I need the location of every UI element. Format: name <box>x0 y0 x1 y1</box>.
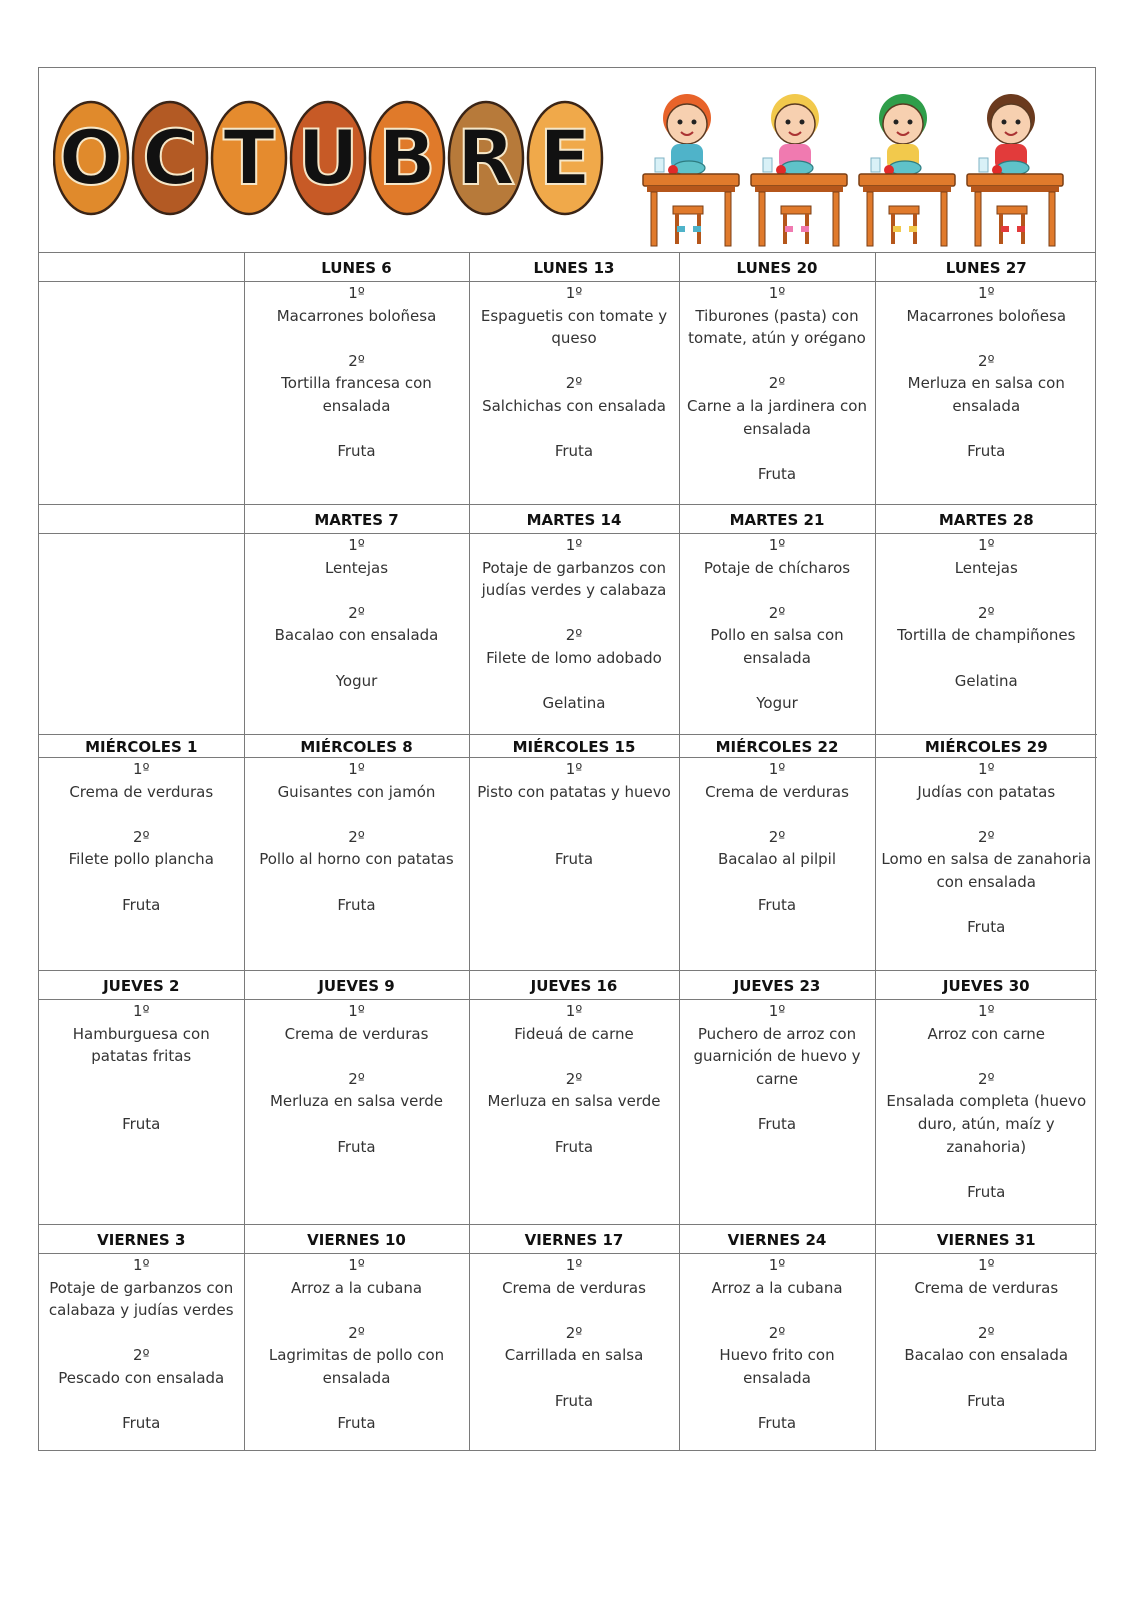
menu-line <box>474 1367 675 1390</box>
second-course-label: 2º <box>348 351 365 370</box>
menu-line <box>249 871 465 894</box>
menu-cell <box>679 1000 875 1225</box>
second-course-label: 2º <box>348 827 365 846</box>
desk-front <box>971 186 1059 192</box>
menu-line: Fruta <box>554 442 594 461</box>
first-course-label: 1º <box>348 1002 365 1020</box>
menu-line: Crema de verduras <box>705 782 849 801</box>
kid-eye <box>786 120 791 125</box>
day-header: VIERNES 10 <box>244 1225 469 1254</box>
menu-cell <box>875 1000 1097 1225</box>
menu-line: Fruta <box>122 895 161 914</box>
menu-line: Fruta <box>757 1114 797 1133</box>
first-course-label: 1º <box>132 760 150 778</box>
second-course-label: 2º <box>132 827 150 846</box>
menu-row <box>39 1254 1097 1451</box>
menu-line: Ensalada completa (huevo duro, atún, maíz y zanahoria) <box>886 1092 1087 1156</box>
menu-line: Hamburguesa con patatas fritas <box>72 1024 210 1066</box>
first-course-label: 1º <box>132 1002 150 1020</box>
desk-top <box>859 174 955 186</box>
menu-line: Merluza en salsa verde <box>487 1092 661 1111</box>
chair-seat <box>781 206 811 214</box>
kid-eye <box>692 120 697 125</box>
menu-cell <box>39 758 244 971</box>
menu-line: Gelatina <box>954 671 1018 690</box>
chair-seat <box>673 206 703 214</box>
menu-line: Carne a la jardinera con ensalada <box>687 396 867 438</box>
first-course-label: 1º <box>348 536 365 554</box>
kid-eye <box>800 120 805 125</box>
menu-line <box>249 1390 465 1413</box>
menu-cell <box>469 534 679 735</box>
menu-line: Carrillada en salsa <box>504 1346 644 1365</box>
menu-line: Fruta <box>337 895 376 914</box>
menu-line <box>249 1113 465 1136</box>
menu-line <box>684 350 871 373</box>
desk-leg <box>725 192 731 246</box>
menu-line: Puchero de arroz con guarnición de huevo y carne <box>693 1024 861 1088</box>
first-course-label: 1º <box>565 284 583 302</box>
day-header: JUEVES 9 <box>244 971 469 1000</box>
menu-line: Fruta <box>967 442 1006 461</box>
menu-line: Crema de verduras <box>284 1024 429 1043</box>
menu-line: Fruta <box>337 1137 376 1156</box>
menu-line: Pollo al horno con patatas <box>259 850 454 869</box>
first-course-label: 1º <box>977 1002 995 1020</box>
menu-line: Merluza en salsa verde <box>269 1092 444 1111</box>
first-course-label: 1º <box>977 284 995 302</box>
title-letter: R <box>456 113 516 202</box>
kid-eye <box>1002 120 1007 125</box>
day-header: MIÉRCOLES 8 <box>244 735 469 758</box>
second-course-label: 2º <box>348 603 365 622</box>
menu-cell <box>244 282 469 505</box>
day-header: MARTES 28 <box>875 505 1097 534</box>
menu-cell <box>679 282 875 505</box>
first-course-label: 1º <box>768 1002 786 1020</box>
menu-line: Fruta <box>757 464 797 483</box>
menu-line: Yogur <box>756 694 798 713</box>
day-header: MARTES 7 <box>244 505 469 534</box>
menu-line <box>684 579 871 602</box>
menu-line <box>249 1045 465 1068</box>
desk-top <box>967 174 1063 186</box>
desk-leg <box>975 192 981 246</box>
desk-leg <box>833 192 839 246</box>
kid-shoe <box>1001 226 1009 232</box>
desk-leg <box>867 192 873 246</box>
second-course-label: 2º <box>977 351 995 370</box>
menu-line: Fruta <box>554 1391 594 1410</box>
menu-sheet <box>38 67 1096 1451</box>
kid-eye <box>678 120 683 125</box>
menu-cell <box>679 758 875 971</box>
kid-face <box>883 104 923 144</box>
menu-cell <box>875 1254 1097 1451</box>
menu-cell <box>469 758 679 971</box>
kid-shoe <box>801 226 809 232</box>
kid-shoe <box>893 226 901 232</box>
menu-line <box>880 327 1094 350</box>
menu-line: Macarrones boloñesa <box>276 306 437 325</box>
glass-icon <box>763 158 772 172</box>
desk-front <box>647 186 735 192</box>
day-header: VIERNES 31 <box>875 1225 1097 1254</box>
menu-line: Fruta <box>337 442 376 461</box>
bowl-icon <box>997 161 1029 175</box>
day-header: VIERNES 24 <box>679 1225 875 1254</box>
first-course-label: 1º <box>132 1256 150 1274</box>
menu-line <box>249 647 465 670</box>
glass-icon <box>871 158 880 172</box>
kid-face <box>991 104 1031 144</box>
first-course-label: 1º <box>348 1256 365 1274</box>
menu-line: Espaguetis con tomate y queso <box>480 306 668 348</box>
day-header: JUEVES 2 <box>39 971 244 1000</box>
menu-cell <box>244 1254 469 1451</box>
menu-line <box>684 670 871 693</box>
title-letter: E <box>539 113 591 202</box>
menu-line <box>249 1299 465 1322</box>
menu-cell <box>679 1254 875 1451</box>
menu-line: Fruta <box>967 1182 1006 1201</box>
menu-line <box>474 418 675 441</box>
menu-line: Lagrimitas de pollo con ensalada <box>268 1346 445 1387</box>
second-course-label: 2º <box>768 603 786 622</box>
menu-line <box>249 327 465 350</box>
title-letter: U <box>297 113 359 202</box>
day-header: MIÉRCOLES 1 <box>39 735 244 758</box>
menu-line <box>474 1045 675 1068</box>
desk-leg <box>759 192 765 246</box>
desk-leg <box>1049 192 1055 246</box>
first-course-label: 1º <box>348 760 365 778</box>
menu-line: Filete de lomo adobado <box>486 648 662 667</box>
menu-cell <box>39 1254 244 1451</box>
kid-face <box>667 104 707 144</box>
menu-cell <box>244 758 469 971</box>
desk-leg <box>941 192 947 246</box>
menu-row <box>39 758 1097 971</box>
day-header: LUNES 27 <box>875 253 1097 282</box>
menu-cell <box>469 1000 679 1225</box>
menu-line: Pollo en salsa con ensalada <box>710 626 844 667</box>
kid-face <box>775 104 815 144</box>
day-header: VIERNES 3 <box>39 1225 244 1254</box>
menu-line <box>43 1068 240 1091</box>
menu-line <box>684 871 871 894</box>
title-letter: O <box>58 113 124 202</box>
second-course-label: 2º <box>565 1323 583 1342</box>
menu-line: Merluza en salsa con ensalada <box>907 374 1065 415</box>
menu-line <box>474 826 675 849</box>
day-header: LUNES 13 <box>469 253 679 282</box>
banner <box>39 68 1095 253</box>
first-course-label: 1º <box>565 1256 583 1274</box>
menu-line <box>474 350 675 373</box>
menu-line <box>880 1299 1094 1322</box>
bowl-icon <box>673 161 705 175</box>
menu-line: Bacalao con ensalada <box>904 1346 1069 1365</box>
menu-line: Crema de verduras <box>69 782 214 801</box>
menu-line: Arroz a la cubana <box>290 1278 423 1297</box>
day-header: JUEVES 30 <box>875 971 1097 1000</box>
menu-line: Lentejas <box>954 558 1018 577</box>
first-course-label: 1º <box>565 760 583 778</box>
menu-cell <box>875 758 1097 971</box>
first-course-label: 1º <box>768 536 786 554</box>
kid-eye <box>1016 120 1021 125</box>
day-header-row <box>39 505 1097 534</box>
menu-line <box>43 1322 240 1345</box>
day-header <box>39 505 244 534</box>
bowl-icon <box>781 161 813 175</box>
menu-line: Fruta <box>967 1391 1006 1410</box>
second-course-label: 2º <box>768 1323 786 1342</box>
chair-seat <box>889 206 919 214</box>
day-header: MIÉRCOLES 29 <box>875 735 1097 758</box>
menu-line <box>880 1158 1094 1181</box>
menu-line <box>684 1390 871 1413</box>
menu-line <box>43 1090 240 1113</box>
menu-line: Bacalao con ensalada <box>274 626 439 645</box>
menu-line: Yogur <box>335 671 378 690</box>
menu-cell <box>875 534 1097 735</box>
day-header <box>39 253 244 282</box>
menu-line: Crema de verduras <box>914 1278 1059 1297</box>
menu-line <box>474 803 675 826</box>
menu-line: Fruta <box>967 918 1006 937</box>
day-header: VIERNES 17 <box>469 1225 679 1254</box>
menu-line: Lomo en salsa de zanahoria con ensalada <box>881 850 1092 891</box>
day-header-row <box>39 971 1097 1000</box>
menu-cell <box>679 534 875 735</box>
title-letter: B <box>378 113 436 202</box>
menu-line: Tortilla francesa con ensalada <box>281 374 432 415</box>
menu-line: Judías con patatas <box>917 782 1056 801</box>
kid-eye <box>894 120 899 125</box>
day-header: MIÉRCOLES 15 <box>469 735 679 758</box>
first-course-label: 1º <box>348 284 365 302</box>
kid-shoe <box>677 226 685 232</box>
menu-cell <box>39 534 244 735</box>
second-course-label: 2º <box>977 1323 995 1342</box>
menu-line: Fruta <box>337 1414 376 1433</box>
kid-shoe <box>693 226 701 232</box>
kid-eye <box>908 120 913 125</box>
menu-line: Filete pollo plancha <box>68 850 214 869</box>
menu-line: Fruta <box>757 895 797 914</box>
menu-line <box>474 602 675 625</box>
menu-line <box>249 579 465 602</box>
menu-line <box>474 670 675 693</box>
menu-line: Macarrones boloñesa <box>906 306 1067 325</box>
menu-line <box>684 1299 871 1322</box>
second-course-label: 2º <box>768 374 786 393</box>
menu-line: Fruta <box>757 1414 797 1433</box>
menu-line <box>474 1113 675 1136</box>
menu-line: Gelatina <box>542 694 606 713</box>
glass-icon <box>655 158 664 172</box>
menu-line: Fruta <box>122 1414 161 1433</box>
menu-cell <box>244 1000 469 1225</box>
menu-line <box>880 803 1094 826</box>
menu-line: Tortilla de champiñones <box>897 626 1076 645</box>
menu-line <box>880 894 1094 917</box>
first-course-label: 1º <box>768 284 786 302</box>
menu-line <box>249 803 465 826</box>
first-course-label: 1º <box>977 760 995 778</box>
day-header: JUEVES 16 <box>469 971 679 1000</box>
day-header: MIÉRCOLES 22 <box>679 735 875 758</box>
bowl-icon <box>889 161 921 175</box>
second-course-label: 2º <box>348 1323 365 1342</box>
menu-line: Crema de verduras <box>502 1278 646 1297</box>
menu-line <box>880 1045 1094 1068</box>
menu-line: Bacalao al pilpil <box>717 850 837 869</box>
menu-line: Potaje de chícharos <box>703 558 851 577</box>
menu-line <box>43 803 240 826</box>
first-course-label: 1º <box>977 1256 995 1274</box>
menu-line <box>684 1090 871 1113</box>
kid-shoe <box>785 226 793 232</box>
menu-cell <box>39 1000 244 1225</box>
day-header: LUNES 6 <box>244 253 469 282</box>
menu-line: Arroz a la cubana <box>711 1278 843 1297</box>
glass-icon <box>979 158 988 172</box>
day-header: MARTES 14 <box>469 505 679 534</box>
menu-line: Huevo frito con ensalada <box>719 1346 835 1387</box>
kid-shoe <box>909 226 917 232</box>
desk-front <box>755 186 843 192</box>
chair-seat <box>997 206 1027 214</box>
menu-cell <box>244 534 469 735</box>
menu-line: Pescado con ensalada <box>58 1368 225 1387</box>
desk-front <box>863 186 951 192</box>
menu-line: Potaje de garbanzos con calabaza y judías verdes <box>48 1278 234 1320</box>
second-course-label: 2º <box>565 374 583 393</box>
first-course-label: 1º <box>565 536 583 554</box>
day-header: MARTES 21 <box>679 505 875 534</box>
menu-line: Tiburones (pasta) con tomate, atún y orégano <box>688 306 866 348</box>
menu-line: Fruta <box>122 1114 161 1133</box>
first-course-label: 1º <box>768 1256 786 1274</box>
menu-line: Pisto con patatas y huevo <box>477 782 671 801</box>
menu-line: Potaje de garbanzos con judías verdes y calabaza <box>481 558 667 600</box>
first-course-label: 1º <box>565 1002 583 1020</box>
day-header: JUEVES 23 <box>679 971 875 1000</box>
day-header-row <box>39 253 1097 282</box>
second-course-label: 2º <box>768 827 786 846</box>
menu-line <box>43 871 240 894</box>
title-letter: C <box>142 113 198 202</box>
desk-top <box>643 174 739 186</box>
menu-line <box>43 1390 240 1413</box>
kid-shoe <box>1017 226 1025 232</box>
second-course-label: 2º <box>977 1069 995 1088</box>
first-course-label: 1º <box>977 536 995 554</box>
second-course-label: 2º <box>565 1069 583 1088</box>
second-course-label: 2º <box>977 603 995 622</box>
menu-line: Fruta <box>554 850 594 869</box>
menu-line <box>474 1299 675 1322</box>
second-course-label: 2º <box>132 1346 150 1365</box>
menu-line <box>684 440 871 463</box>
day-header: LUNES 20 <box>679 253 875 282</box>
menu-line: Fruta <box>554 1137 594 1156</box>
second-course-label: 2º <box>565 626 583 645</box>
menu-line: Salchichas con ensalada <box>482 396 666 415</box>
menu-line <box>880 418 1094 441</box>
first-course-label: 1º <box>768 760 786 778</box>
title-letter: T <box>223 113 275 202</box>
menu-row <box>39 282 1097 505</box>
menu-line <box>880 1367 1094 1390</box>
weekly-menu-table <box>39 253 1097 1450</box>
desk-top <box>751 174 847 186</box>
menu-cell <box>469 1254 679 1451</box>
menu-cell <box>39 282 244 505</box>
menu-line <box>249 418 465 441</box>
menu-line: Arroz con carne <box>927 1024 1046 1043</box>
menu-cell <box>875 282 1097 505</box>
desk-leg <box>651 192 657 246</box>
menu-row <box>39 534 1097 735</box>
menu-line: Fideuá de carne <box>514 1024 634 1043</box>
menu-row <box>39 1000 1097 1225</box>
menu-line: Guisantes con jamón <box>277 782 436 801</box>
menu-line <box>880 579 1094 602</box>
menu-line <box>684 803 871 826</box>
children-eating-at-desks-icon <box>637 88 1077 252</box>
menu-cell <box>469 282 679 505</box>
octubre-title-artwork <box>53 96 623 220</box>
second-course-label: 2º <box>977 827 995 846</box>
menu-line <box>880 647 1094 670</box>
day-header-row <box>39 1225 1097 1254</box>
day-header-row <box>39 735 1097 758</box>
second-course-label: 2º <box>348 1069 365 1088</box>
menu-line: Lentejas <box>324 558 389 577</box>
